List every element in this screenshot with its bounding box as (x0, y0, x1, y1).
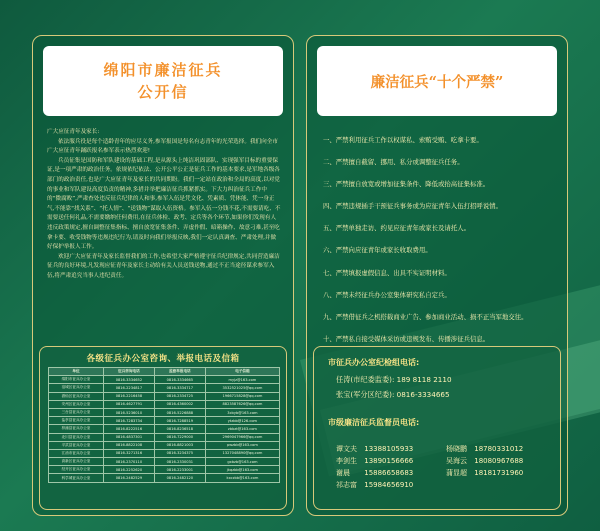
table-cell: 0816-4627791 (103, 400, 154, 408)
table-cell: 0816-4360002 (154, 400, 205, 408)
consult-phone-box (39, 346, 287, 510)
table-cell: 0816-2482529 (103, 474, 154, 482)
consult-phone-title: 各级征兵办公室咨询、举报电话及信箱 (86, 354, 240, 364)
table-header-row (49, 368, 280, 376)
table-cell: 0816-2233001 (154, 466, 205, 474)
supervisor-name: 蒲显超 (446, 469, 467, 477)
prohibition-item: 一、严禁利用征兵工作以权谋私、索贿受贿、吃拿卡要。 (323, 136, 483, 144)
table-row (49, 466, 280, 474)
table-header: 电子信箱 (205, 368, 279, 376)
contact-role: (市纪委监委) (350, 375, 392, 384)
table-cell: 经开区征兵办公室 (49, 466, 104, 474)
prohibitions-title-box (317, 46, 557, 116)
table-cell: 梓潼县征兵办公室 (49, 425, 104, 433)
table-row (49, 458, 280, 466)
table-cell: 0816-7288519 (154, 417, 205, 425)
table-row (49, 441, 280, 449)
contact-role: (军分区纪委) (350, 390, 392, 399)
supervisor-name: 吴海云 (446, 457, 467, 465)
table-cell: 0816-3234375 (154, 449, 205, 457)
table-cell: 0816-3334665 (154, 376, 205, 384)
contact-name: 任涛 (336, 375, 351, 384)
table-cell: 涪城区征兵办公室 (49, 384, 104, 392)
table-cell: 0816-8822108 (103, 441, 154, 449)
open-letter-body (47, 128, 281, 282)
table-cell: jkqzbb@163.com (205, 466, 279, 474)
table-cell: 0816-8222516 (103, 425, 154, 433)
table-row (49, 400, 280, 408)
table-cell: 0816-5226888 (154, 408, 205, 416)
table-cell: 江油市征兵办公室 (49, 449, 104, 457)
table-cell: 0816-2252620 (103, 466, 154, 474)
prohibitions-title: 廉洁征兵“十个严禁” (370, 73, 504, 91)
open-letter-subtitle: 公开信 (137, 83, 189, 101)
table-cell: 三台县征兵办公室 (49, 408, 104, 416)
table-cell: 绵阳市征兵办公室 (49, 376, 104, 384)
table-cell: 0816-7229000 (154, 433, 205, 441)
table-cell: 0816-2370110 (103, 458, 154, 466)
table-cell: 0816-2330031 (154, 458, 205, 466)
table-cell: 3532521025@qq.com (205, 384, 279, 392)
supervisor-name: 杨晓鹏 (446, 445, 467, 453)
supervisor-phone: 18080967688 (474, 457, 524, 465)
table-cell: 1966715828@qq.com (205, 392, 279, 400)
open-letter-panel (32, 35, 294, 516)
supervisor-entry (336, 467, 446, 479)
table-cell: 0816-2216458 (103, 392, 154, 400)
table-cell: 平武县征兵办公室 (49, 441, 104, 449)
letter-paragraph: 兵员征集是国防和军队建设的基础工程,是从源头上纯洁巩固部队、实现强军目标的重要保证,是一项严肃的政治任务。依规依纪依法、公开公平公正是征兵工作的基本要求,是军地各级各部门的政治责任,也是广大应征青年及家长的共同期盼。我们一定站在政治和全局的高度,以对党的事业和军队建设高度负责的精神,多措并举把廉洁征兵抓紧抓实。下大力纠治征兵工作中的“微腐败”,严肃查处违反征兵纪律的人和事,参军入伍是凭文化、凭素质、凭体能、凭一身正气,不能靠“找关系”、“托人情”、“送钱物”谋取入伍资格。参军入伍一分钱不花,不需要请吃、不需要送任何礼品,不需要缴纳任何费用,在征兵体检、政考、定兵等各个环节,如果你们发现有人违反政策规定,擅自调整征集指标、擅自放宽征集条件、弄虚作假、暗箱操作、故意刁难,甚至吃拿卡要、收受钱物等违规违纪行为,请及时向我们举报反映,我们一定认真调查、严肃处理,并做好保护举报人工作。 (47, 157, 281, 251)
table-cell: 0816-2482120 (154, 474, 205, 482)
table-cell: myjz@163.com (205, 376, 279, 384)
table-cell: 0816-2334725 (154, 392, 205, 400)
supervisor-name: 李剑生 (336, 457, 357, 465)
table-cell: 0816-7283734 (103, 417, 154, 425)
supervisor-heading: 市级廉洁征兵监督员电话: (328, 418, 420, 427)
table-cell: 0816-4837301 (103, 433, 154, 441)
table-cell: 盐亭县征兵办公室 (49, 417, 104, 425)
table-cell: 高新区征兵办公室 (49, 458, 104, 466)
table-cell: 0816-3271316 (103, 449, 154, 457)
supervisor-entry (446, 467, 556, 479)
prohibition-item: 八、严禁未经征兵办公室集体研究私自定兵。 (323, 290, 451, 299)
supervisor-phone: 18181731960 (474, 469, 524, 477)
table-row (49, 425, 280, 433)
table-row (49, 408, 280, 416)
table-cell: ytzbb@126.com (205, 417, 279, 425)
prohibitions-list (323, 129, 557, 350)
prohibition-item: 三、严禁擅自放宽或增加征集条件、降低或抬高征集标准。 (323, 180, 490, 189)
table-cell: 0816-5236010 (103, 408, 154, 416)
table-row (49, 417, 280, 425)
supervisor-name: 谢晨 (336, 469, 350, 477)
table-cell: 游仙区征兵办公室 (49, 392, 104, 400)
table-header: 征兵咨询电话 (103, 368, 154, 376)
table-cell: 0816-3334652 (103, 376, 154, 384)
table-cell: 0816-2234817 (103, 384, 154, 392)
open-letter-title: 绵阳市廉洁征兵 (103, 61, 223, 79)
consult-phone-table (48, 367, 280, 483)
supervisor-entry (446, 443, 556, 455)
table-header: 单位 (49, 368, 104, 376)
supervisor-phone: 13890156666 (364, 457, 414, 465)
supervisor-entry (336, 455, 446, 467)
letter-greeting: 广大应征青年及家长: (47, 129, 100, 135)
open-letter-title-box (43, 46, 283, 116)
table-cell: 安州区征兵办公室 (49, 400, 104, 408)
office-contact: 任涛(市纪委监委): 189 8118 2110 (336, 375, 452, 384)
supervisor-phone: 13388105933 (364, 445, 414, 453)
supervisor-entry (336, 479, 446, 491)
table-row (49, 474, 280, 482)
supervisor-name: 祁志富 (336, 481, 357, 489)
table-header: 监督举报电话 (154, 368, 205, 376)
table-cell: 0816-8236518 (154, 425, 205, 433)
table-cell: 科学城征兵办公室 (49, 474, 104, 482)
table-cell: pwzbb@163.com (205, 441, 279, 449)
table-cell: gxbzb@163.com (205, 458, 279, 466)
prohibition-item: 五、严禁单独走访、约见应征青年或家长及请托人。 (323, 224, 470, 233)
table-row (49, 449, 280, 457)
table-cell: zbbzt@163.com (205, 425, 279, 433)
supervisor-phone: 18780331012 (474, 445, 524, 453)
contact-phone: 189 8118 2110 (396, 375, 452, 384)
supervisor-phone: 15984656910 (364, 481, 414, 489)
supervisor-entry (336, 443, 446, 455)
table-row (49, 433, 280, 441)
table-cell: 北川县征兵办公室 (49, 433, 104, 441)
prohibition-item: 六、严禁向应征青年或家长收取费用。 (323, 246, 432, 255)
table-cell: 0816-8821003 (154, 441, 205, 449)
table-row (49, 392, 280, 400)
office-contact: 张宝(军分区纪委): 0816-3334665 (336, 390, 450, 399)
table-row (49, 384, 280, 392)
supervisor-entry (446, 455, 556, 467)
table-cell: 2969047966@qq.com (205, 433, 279, 441)
table-cell: 0816-3334717 (154, 384, 205, 392)
prohibition-item: 四、严禁违规插手干预征兵事务或为应征青年入伍打招呼说情。 (323, 202, 502, 211)
prohibition-item: 十、严禁私自接受媒体采访或违规发布、传播涉征兵信息。 (323, 334, 490, 343)
table-cell: 3cbyb@163.com (205, 408, 279, 416)
table-cell: kxczbb@163.com (205, 474, 279, 482)
letter-paragraph: 依法服兵役是每个适龄青年的应尽义务,参军报国是每名有志青年的光荣选择。我们向全市广大应征青年踊跃报名参军表示热烈欢迎! (47, 138, 278, 155)
prohibition-item: 七、严禁填报虚假信息、出具不实证明材料。 (323, 268, 451, 277)
prohibition-item: 九、严禁借征兵之机搭载商业广告、参加商业活动、损不正当军地交往。 (323, 312, 528, 321)
table-cell: 8823587626@qq.com (205, 400, 279, 408)
office-heading: 市征兵办公室纪检组电话: (328, 358, 420, 367)
supervisor-name: 谭文夫 (336, 445, 357, 453)
table-row (49, 376, 280, 384)
contact-phone: 0816-3334665 (396, 390, 450, 399)
table-cell: 1327048890@qq.com (205, 449, 279, 457)
supervisor-phone: 15886658683 (364, 469, 414, 477)
contact-name: 张宝 (336, 390, 351, 399)
contact-box (313, 346, 561, 510)
letter-paragraph: 欢迎广大应征青年及家长监督我们的工作,也希望大家严格遵守征兵纪律规定,共同营造廉洁征兵的良好环境,凡发现应征青年及家长主动给有关人员送钱送物,通过不正当途径谋求参军入伍,将严肃追究当事人违纪责任。 (47, 253, 280, 279)
supervisor-grid (336, 443, 556, 491)
prohibition-item: 二、严禁擅自截留、挪用、私分或调整征兵任务。 (323, 158, 464, 167)
ten-prohibitions-panel (306, 35, 568, 516)
